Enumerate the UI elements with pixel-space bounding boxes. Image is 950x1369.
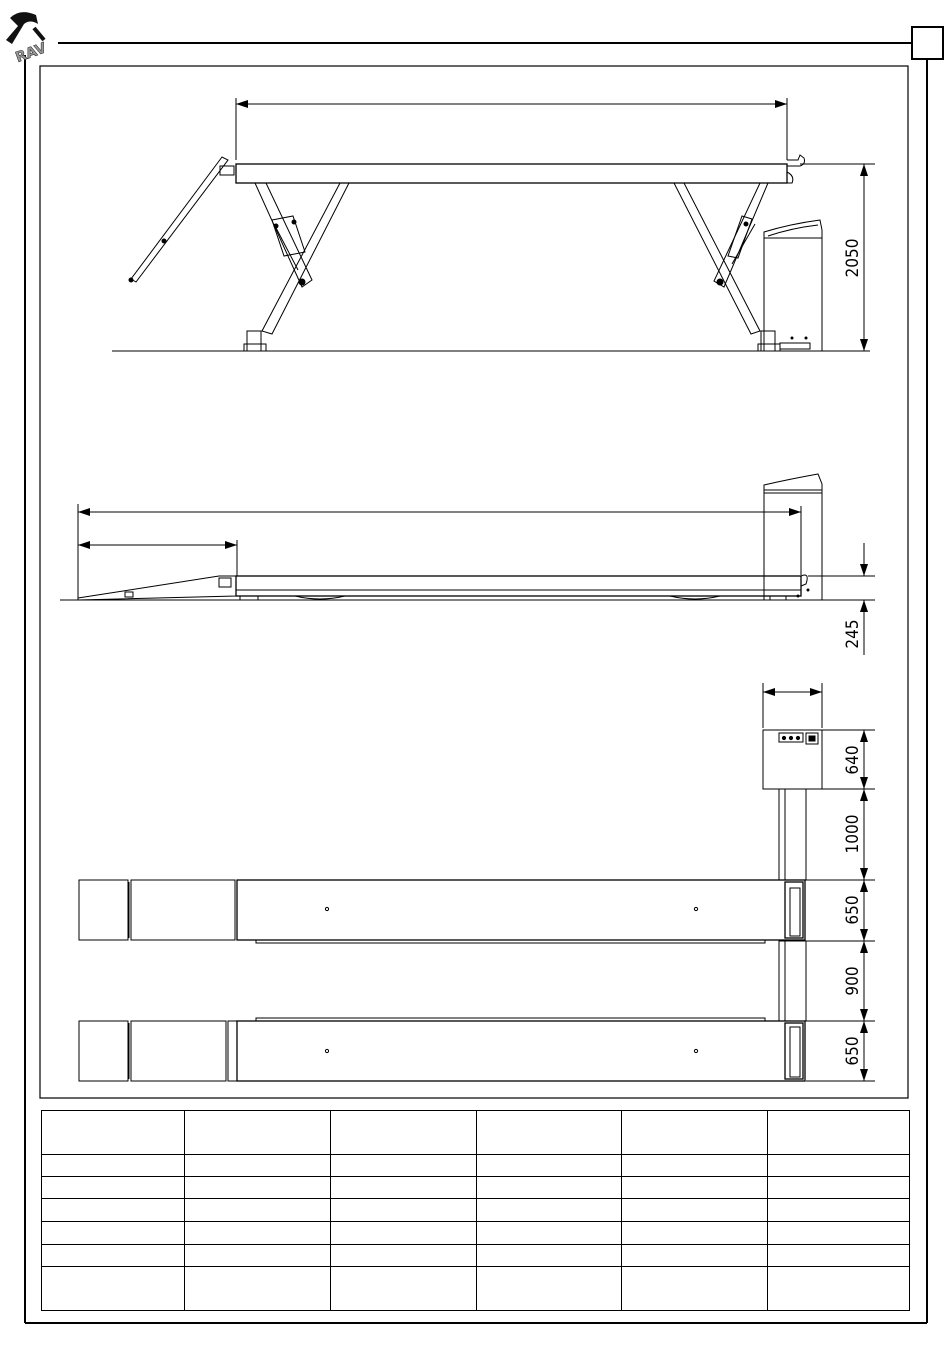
table-cell <box>42 1155 185 1177</box>
table-row <box>42 1222 910 1245</box>
table-row <box>42 1245 910 1267</box>
table-cell <box>331 1199 477 1222</box>
table-cell <box>331 1177 477 1199</box>
table-cell <box>185 1199 331 1222</box>
table-cell <box>768 1245 910 1267</box>
table-cell <box>185 1155 331 1177</box>
table-cell <box>331 1267 477 1311</box>
table-row <box>42 1177 910 1199</box>
raised-side-view <box>112 98 875 351</box>
table-cell <box>477 1199 622 1222</box>
table-cell <box>622 1199 768 1222</box>
table-cell <box>622 1155 768 1177</box>
table-cell <box>768 1111 910 1155</box>
table-cell <box>331 1245 477 1267</box>
dim-console-gap: 1000 <box>843 814 863 854</box>
table-row <box>42 1199 910 1222</box>
table-cell <box>42 1111 185 1155</box>
lowered-side-view <box>60 474 875 655</box>
page-number-box <box>912 27 943 59</box>
plan-view <box>79 683 875 1081</box>
table-cell <box>477 1267 622 1311</box>
table-cell <box>42 1177 185 1199</box>
table-cell <box>768 1199 910 1222</box>
table-cell <box>185 1245 331 1267</box>
table-cell <box>185 1222 331 1245</box>
table-cell <box>477 1245 622 1267</box>
table-cell <box>331 1111 477 1155</box>
table-cell <box>185 1177 331 1199</box>
table-cell <box>622 1111 768 1155</box>
rav-logo <box>6 12 49 66</box>
dim-height-lowered: 245 <box>843 619 863 649</box>
table-cell <box>477 1111 622 1155</box>
table-cell <box>42 1222 185 1245</box>
table-cell <box>768 1267 910 1311</box>
logo-text: RAV <box>13 40 49 67</box>
table-cell <box>185 1267 331 1311</box>
table-cell <box>622 1222 768 1245</box>
table-row <box>42 1155 910 1177</box>
table-cell <box>622 1177 768 1199</box>
spec-table <box>41 1110 910 1311</box>
table-cell <box>477 1222 622 1245</box>
dim-platform-width-2: 650 <box>843 1036 863 1066</box>
table-cell <box>477 1155 622 1177</box>
table-cell <box>768 1222 910 1245</box>
table-cell <box>42 1199 185 1222</box>
dim-platform-width-1: 650 <box>843 895 863 925</box>
dim-height-raised: 2050 <box>843 238 863 278</box>
dim-console-depth: 640 <box>843 745 863 775</box>
table-cell <box>622 1267 768 1311</box>
table-cell <box>185 1111 331 1155</box>
table-cell <box>42 1245 185 1267</box>
table-cell <box>622 1245 768 1267</box>
table-header-row <box>42 1111 910 1155</box>
table-cell <box>331 1155 477 1177</box>
table-cell <box>768 1177 910 1199</box>
table-cell <box>42 1267 185 1311</box>
table-cell <box>331 1222 477 1245</box>
table-cell <box>768 1155 910 1177</box>
dim-platform-gap: 900 <box>843 966 863 996</box>
table-row <box>42 1267 910 1311</box>
table-cell <box>477 1177 622 1199</box>
